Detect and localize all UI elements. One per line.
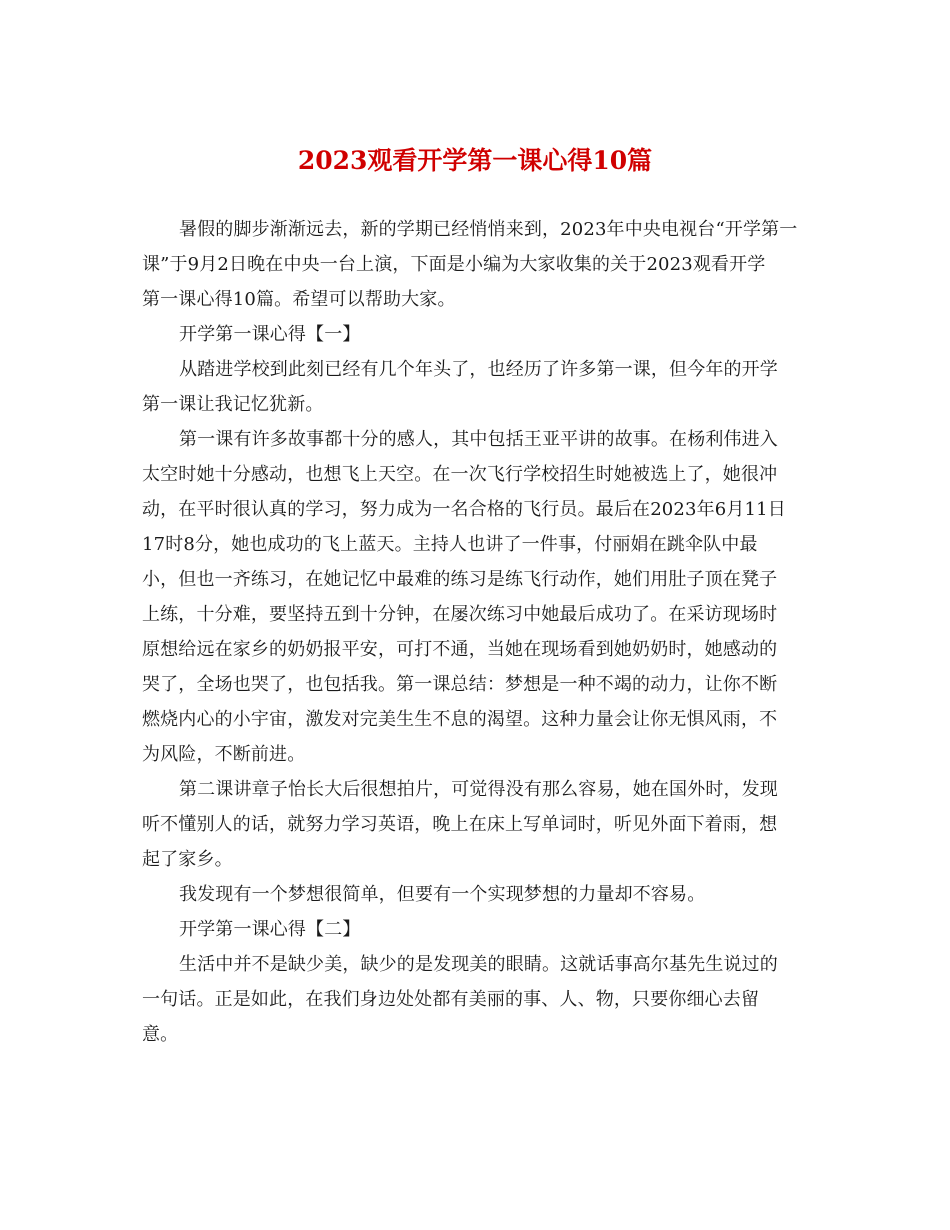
text-line: 第二课讲章子怡长大后很想拍片，可觉得没有那么容易，她在国外时，发现 [179, 779, 778, 800]
paragraph [142, 877, 817, 912]
paragraph [142, 422, 817, 772]
paragraph [142, 352, 817, 422]
text-line: 17时8分，她也成功的飞上蓝天。主持人也讲了一件事，付丽娟在跳伞队中最 [142, 534, 758, 555]
document-body [142, 212, 817, 1052]
paragraph [142, 772, 817, 877]
text-line: 从踏进学校到此刻已经有几个年头了，也经历了许多第一课，但今年的开学 [179, 359, 778, 380]
text-line: 第一课有许多故事都十分的感人，其中包括王亚平讲的故事。在杨利伟进入 [179, 429, 778, 450]
section-heading-2 [142, 912, 817, 947]
text-line: 上练，十分难，要坚持五到十分钟，在屡次练习中她最后成功了。在采访现场时 [142, 604, 778, 625]
text-line: 暑假的脚步渐渐远去，新的学期已经悄悄来到，2023年中央电视台“开学第一 [179, 219, 798, 240]
section-heading-text: 开学第一课心得【二】 [179, 919, 361, 940]
section-heading-text: 开学第一课心得【一】 [179, 324, 361, 345]
text-line: 第一课心得10篇。希望可以帮助大家。 [142, 289, 456, 310]
text-line: 哭了，全场也哭了，也包括我。第一课总结：梦想是一种不竭的动力，让你不断 [142, 674, 778, 695]
text-line: 第一课让我记忆犹新。 [142, 394, 324, 415]
text-line: 生活中并不是缺少美，缺少的是发现美的眼睛。这就话事高尔基先生说过的 [179, 954, 778, 975]
text-line: 我发现有一个梦想很简单，但要有一个实现梦想的力量却不容易。 [179, 884, 706, 905]
text-line: 为风险，不断前进。 [142, 744, 306, 765]
text-line: 一句话。正是如此，在我们身边处处都有美丽的事、人、物，只要你细心去留 [142, 989, 760, 1010]
paragraph [142, 947, 817, 1052]
text-line: 起了家乡。 [142, 849, 233, 870]
text-line: 听不懂别人的话，就努力学习英语，晚上在床上写单词时，听见外面下着雨，想 [142, 814, 778, 835]
section-heading-1 [142, 317, 817, 352]
text-line: 燃烧内心的小宇宙，激发对完美生生不息的渴望。这种力量会让你无惧风雨，不 [142, 709, 778, 730]
paragraph-intro [142, 212, 817, 317]
document-title: 2023观看开学第一课心得10篇 [297, 146, 653, 175]
text-line: 意。 [142, 1024, 179, 1045]
text-line: 动，在平时很认真的学习，努力成为一名合格的飞行员。最后在2023年6月11日 [142, 499, 786, 520]
text-line: 小，但也一齐练习，在她记忆中最难的练习是练飞行动作，她们用肚子顶在凳子 [142, 569, 778, 590]
text-line: 原想给远在家乡的奶奶报平安，可打不通，当她在现场看到她奶奶时，她感动的 [142, 639, 778, 660]
text-line: 太空时她十分感动，也想飞上天空。在一次飞行学校招生时她被选上了，她很冲 [142, 464, 778, 485]
text-line: 课”于9月2日晚在中央一台上演，下面是小编为大家收集的关于2023观看开学 [142, 254, 766, 275]
